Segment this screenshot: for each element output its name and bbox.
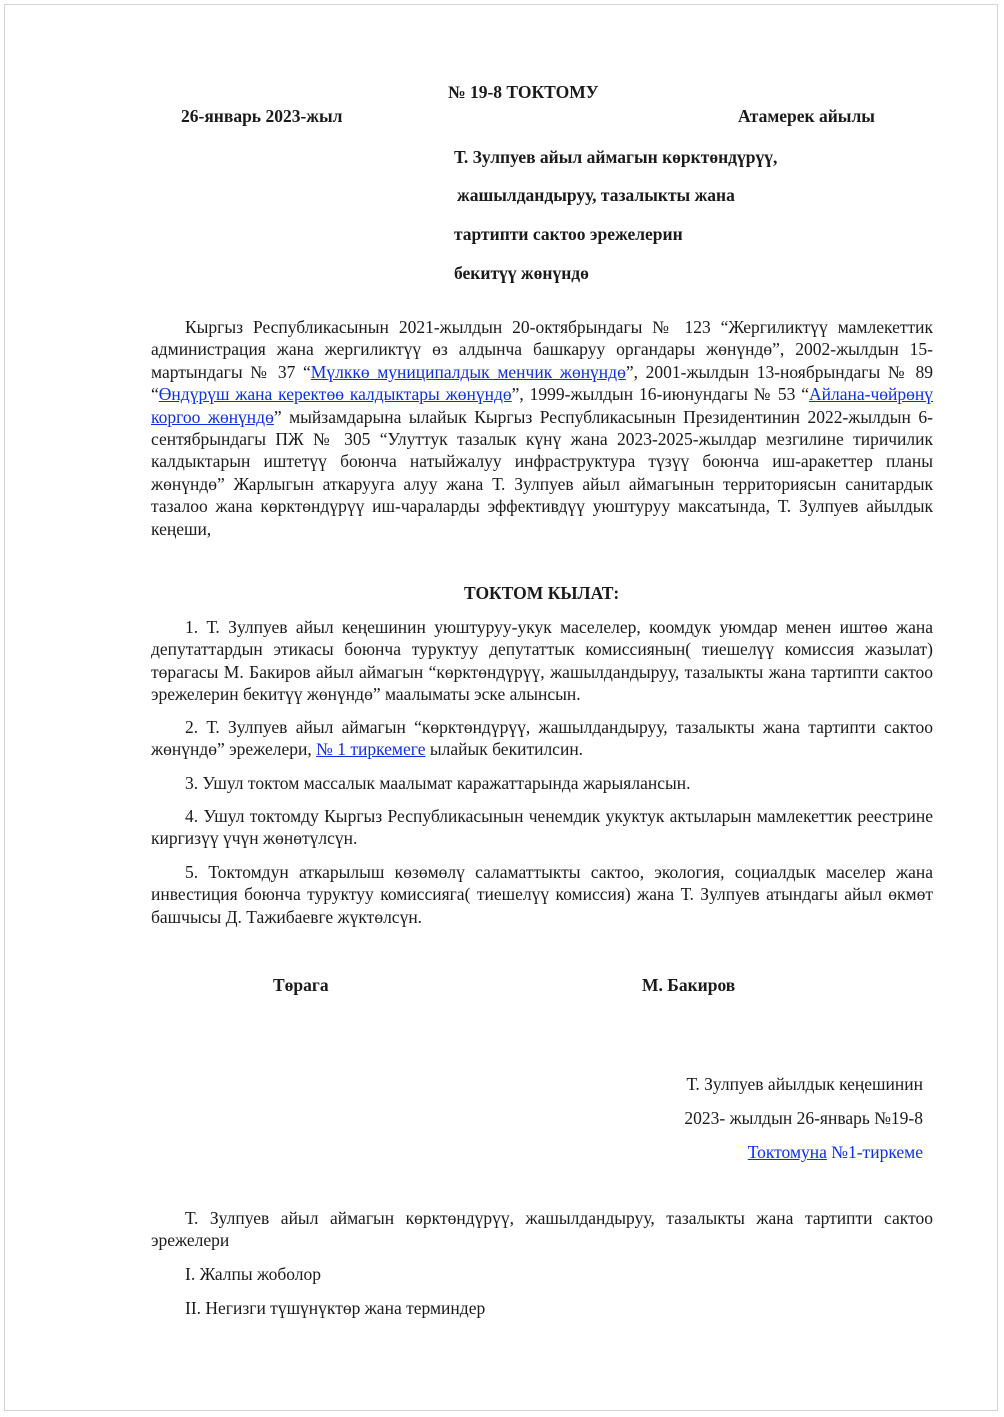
preamble-paragraph <box>151 316 933 540</box>
item-5: 5. Токтомдун аткарылыш көзөмөлү саламаттыкты сактоо, экология, социалдык маселер жана инвестиция боюнча туруктуу комиссияга( тиешелүү комиссия) жана Т. Зулпуев атындагы айыл өкмөт башчысы Д. Тажибаевге жүктөлсүн. <box>151 862 933 927</box>
preamble-text-4: ” мыйзамдарына ылайык Кыргыз Республикасынын Президентинин 2022-жылдын 6-сентябрындагы ПЖ № 305 “Улуттук тазалык күнү жана 2023-2025-жылдар мезгилине тиричилик калдыктарын иштетүү боюнча натыйжалуу инфраструктура түзүү боюнча иш-аракеттер планы жөнүндө” Жарлыгын аткарууга алуу жана Т. Зулпуев айыл аймагынын территориясын санитардык тазалоо жана көрктөндүрүү иш-чараларды эффективдүү уюштуруу максатында, Т. Зулпуев айылдык кеңеши, <box>151 406 933 539</box>
appendix-ref-line-2: 2023- жылдын 26-январь №19-8 <box>684 1108 923 1128</box>
preamble-text-3: ”, 1999-жылдын 16-июнундагы № 53 “ <box>511 384 809 405</box>
appendix-ref-line-1: Т. Зулпуев айылдык кеңешинин <box>686 1074 923 1094</box>
subject-line-4: бекитүү жөнүндө <box>454 263 589 283</box>
resolve-heading: ТОКТОМ КЫЛАТ: <box>464 583 620 603</box>
preamble-text-1: Кыргыз Республикасынын 2021-жылдын 20-октябрындагы № 123 “Жергиликтүү мамлекеттик администрация жана жергиликтүү өз алдынча башкаруу органдары жөнүндө”, 2002-жылдын 15-мартындагы № 37 “ <box>151 317 933 382</box>
decree-number-title: № 19-8 ТОКТОМУ <box>448 82 599 102</box>
appendix-ref-line-3 <box>748 1141 923 1163</box>
link-environment-law[interactable]: Айлана-чөйрөнү коргоо жөнүндө <box>151 384 933 427</box>
signature-role: Төрага <box>273 975 329 995</box>
link-decree[interactable]: Токтомуна <box>747 1142 827 1162</box>
appendix-section-1: I. Жалпы жоболор <box>185 1264 322 1284</box>
link-municipal-property-law[interactable]: Мүлккө муниципалдык менчик жөнүндө <box>310 361 626 382</box>
item-2-tail: ылайык бекитилсин. <box>425 739 584 760</box>
appendix-title: Т. Зулпуев айыл аймагын көрктөндүрүү, жашылдандыруу, тазалыкты жана тартипти сактоо эрежелери <box>151 1208 933 1251</box>
appendix-section-2: II. Негизги түшүнүктөр жана терминдер <box>185 1298 486 1318</box>
document-page <box>4 4 998 1411</box>
preamble-text-2: ”, 2001-жылдын 13-ноябрындагы № 89 “ <box>151 361 933 405</box>
subject-line-3: тартипти сактоо эрежелерин <box>454 224 683 244</box>
signature-name: М. Бакиров <box>642 975 736 995</box>
item-2-text: 2. Т. Зулпуев айыл аймагын “көрктөндүрүү, жашылдандыруу, тазалыкты жана тартипти сактоо жөнүндө” эрежелери, <box>151 717 933 760</box>
item-2 <box>151 716 933 761</box>
decree-place: Атамерек айылы <box>738 106 875 126</box>
decree-date: 26-январь 2023-жыл <box>181 106 343 126</box>
item-4: 4. Ушул токтомду Кыргыз Республикасынын ченемдик укуктук актыларын мамлекеттик реестрине киргизүү үчүн жөнөтүлсүн. <box>151 806 933 849</box>
subject-line-2: жашылдандыруу, тазалыкты жана <box>457 185 735 205</box>
appendix-number-link[interactable]: №1-тиркеме <box>826 1142 923 1162</box>
link-waste-law[interactable]: Өндүрүш жана керектөө калдыктары жөнүндө <box>158 384 512 405</box>
item-1: 1. Т. Зулпуев айыл кеңешинин уюштуруу-укук маселелер, коомдук уюмдар менен иштөө жана депутаттардын этикасы боюнча туруктуу депутаттык комиссиянын( тиешелүү комиссия жазылат) төрагасы М. Бакиров айыл аймагын “көрктөндүрүү, жашылдандыруу, тазалыкты жана тартипти сактоо эрежелерин бекитүү жөнүндө” маалыматы эске алынсын. <box>151 617 933 705</box>
link-appendix-1[interactable]: № 1 тиркемеге <box>316 739 426 760</box>
item-3: 3. Ушул токтом массалык маалымат каражаттарында жарыялансын. <box>185 773 691 793</box>
subject-line-1: Т. Зулпуев айыл аймагын көрктөндүрүү, <box>454 147 778 167</box>
